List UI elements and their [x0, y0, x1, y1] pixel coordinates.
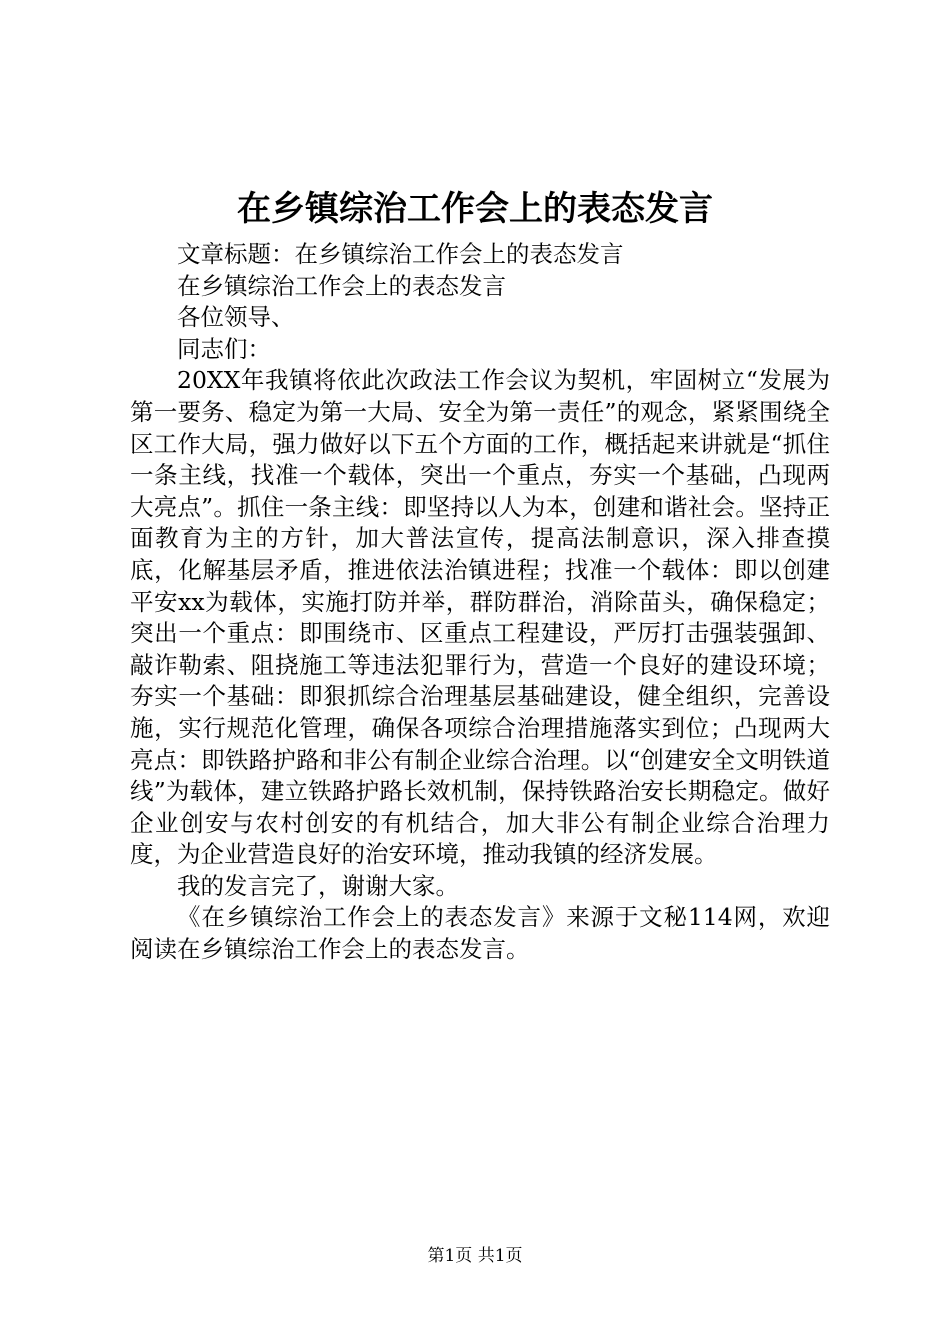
document-title: 在乡镇综治工作会上的表态发言	[237, 189, 713, 229]
paragraph-source-note: 《在乡镇综治工作会上的表态发言》来源于文秘114网，欢迎阅读在乡镇综治工作会上的表态发言。	[130, 903, 830, 964]
paragraph-article-label: 文章标题：在乡镇综治工作会上的表态发言	[177, 240, 624, 268]
paragraph-main-body: 20XX年我镇将依此次政法工作会议为契机，牢固树立“发展为第一要务、稳定为第一大局、安全为第一责任”的观念，紧紧围绕全区工作大局，强力做好以下五个方面的工作，概括起来讲就是“抓住一条主线，找准一个载体，突出一个重点，夯实一个基础，凸现两大亮点”。抓住一条主线：即坚持以人为本，创建和谐社会。坚持正面教育为主的方针，加大普法宣传，提高法制意识，深入排查摸底，化解基层矛盾，推进依法治镇进程；找准一个载体：即以创建平安xx为载体，实施打防并举，群防群治，消除苗头，确保稳定；突出一个重点：即围绕市、区重点工程建设，严厉打击强装强卸、敲诈勒索、阻挠施工等违法犯罪行为，营造一个良好的建设环境；夯实一个基础：即狠抓综合治理基层基础建设，健全组织，完善设施，实行规范化管理，确保各项综合治理措施落实到位；凸现两大亮点：即铁路护路和非公有制企业综合治理。以“创建安全文明铁道线”为载体，建立铁路护路长效机制，保持铁路治安长期稳定。做好企业创安与农村创安的有机结合，加大非公有制企业综合治理力度，为企业营造良好的治安环境，推动我镇的经济发展。	[130, 366, 830, 869]
paragraph-salutation-leaders: 各位领导、	[177, 303, 295, 332]
paragraph-closing: 我的发言完了，谢谢大家。	[177, 871, 459, 900]
paragraph-salutation-comrades: 同志们：	[177, 334, 271, 363]
paragraph-subtitle: 在乡镇综治工作会上的表态发言	[177, 271, 506, 300]
document-body	[130, 239, 830, 966]
page-footer: 第1页 共1页	[427, 1246, 523, 1266]
